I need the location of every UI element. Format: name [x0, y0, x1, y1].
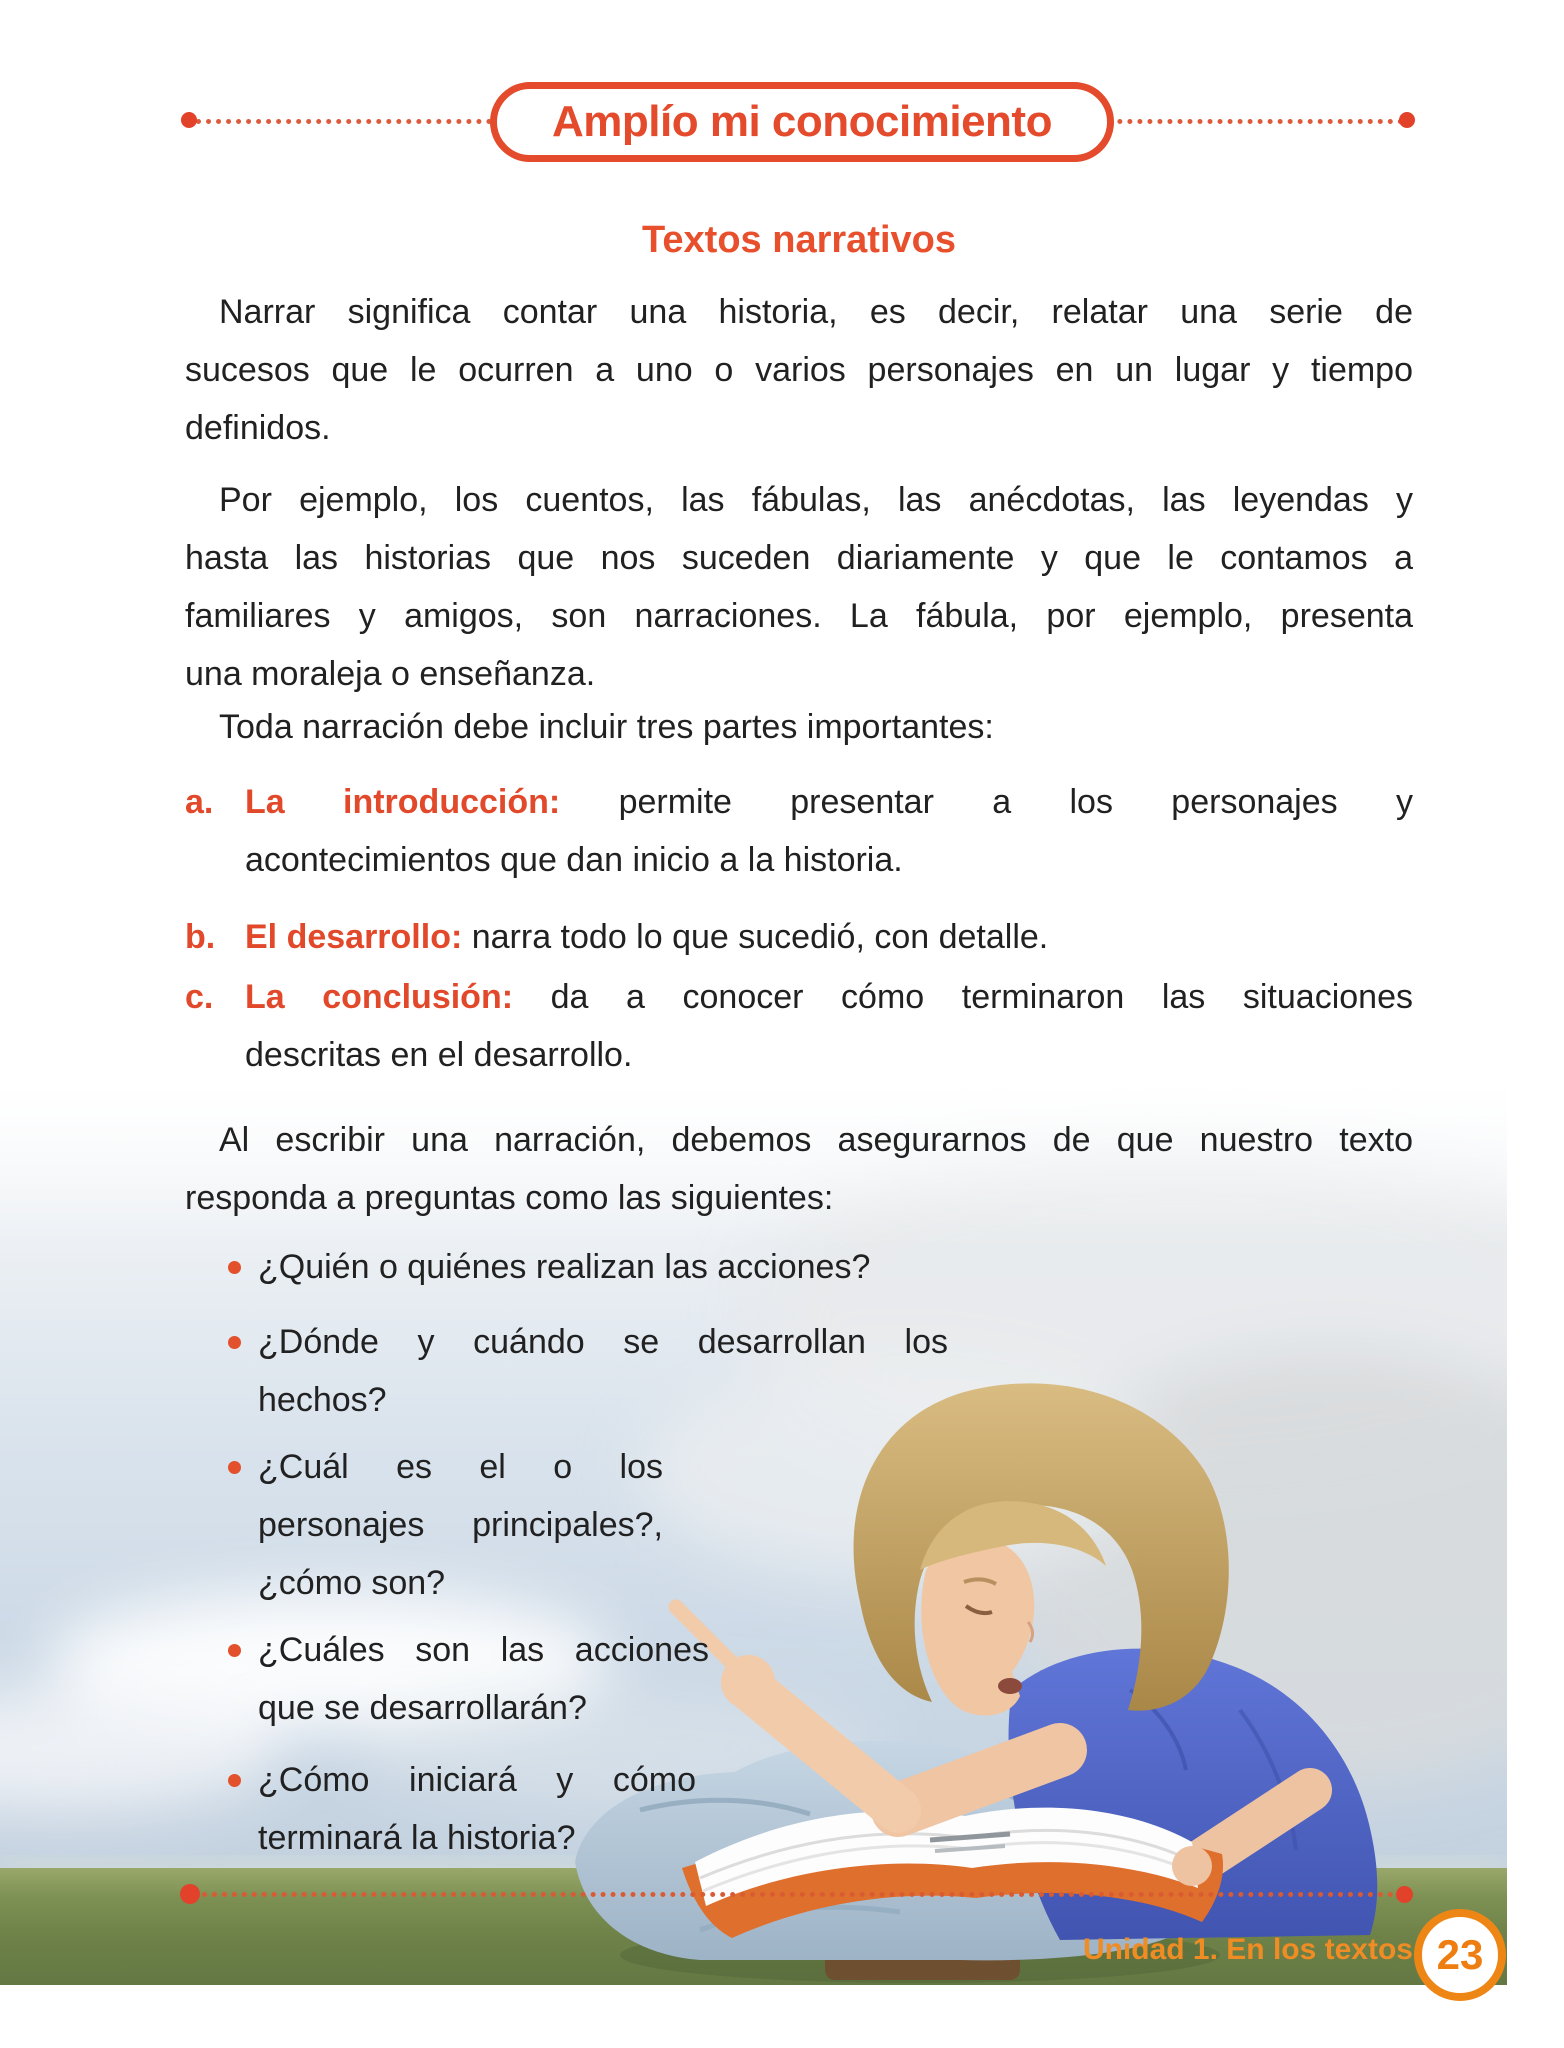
list-term: La conclusión:	[245, 978, 514, 1016]
page-title: Textos narrativos	[642, 219, 956, 261]
bullet-dot-icon	[228, 1644, 241, 1657]
bullet-line: ¿Cuáles son las acciones	[258, 1631, 709, 1669]
text-line: Por ejemplo, los cuentos, las fábulas, las anécdotas, las leyendas y	[219, 481, 1413, 519]
list-letter: a.	[185, 783, 214, 821]
bullet-line: ¿Dónde y cuándo se desarrollan los	[258, 1323, 948, 1361]
list-term: El desarrollo:	[245, 918, 463, 956]
text-line: descritas en el desarrollo.	[245, 1036, 633, 1074]
bullet-item	[258, 1621, 709, 1737]
list-item-a	[185, 773, 1413, 889]
list-term: La introducción:	[245, 783, 561, 821]
footer-dotted-rule	[202, 1892, 1394, 1897]
text-line: Toda narración debe incluir tres partes importantes:	[219, 708, 994, 746]
text-line	[245, 968, 1413, 1026]
paragraph-parts-intro	[185, 698, 1413, 756]
bullet-dot-icon	[228, 1261, 241, 1274]
bullet-line: que se desarrollarán?	[258, 1689, 587, 1727]
text-line: hasta las historias que nos suceden diariamente y que le contamos a	[185, 539, 1413, 577]
list-item-b	[185, 908, 1413, 966]
mouth	[998, 1678, 1022, 1694]
bullet-line: ¿Cómo iniciará y cómo	[258, 1761, 696, 1799]
list-item-c	[185, 968, 1413, 1084]
list-text: narra todo lo que sucedió, con detalle.	[471, 918, 1049, 956]
text-line: una moraleja o enseñanza.	[185, 655, 596, 693]
section-badge	[490, 82, 1114, 162]
text-line: Al escribir una narración, debemos asegurarnos de que nuestro texto	[219, 1121, 1413, 1159]
bullet-line: hechos?	[258, 1381, 387, 1419]
paragraph-questions-intro	[185, 1111, 1413, 1227]
bullet-line: terminará la historia?	[258, 1819, 576, 1857]
text-line: acontecimientos que dan inicio a la historia.	[245, 841, 903, 879]
rule-end-dot-icon	[181, 112, 197, 128]
bullet-dot-icon	[228, 1774, 241, 1787]
text-line: responda a preguntas como las siguientes:	[185, 1179, 834, 1217]
bullet-item	[258, 1313, 948, 1429]
list-letter: c.	[185, 978, 214, 1016]
text-line: familiares y amigos, son narraciones. La fábula, por ejemplo, presenta	[185, 597, 1413, 635]
bullet-item	[258, 1238, 1018, 1296]
bullet-item	[258, 1751, 696, 1867]
footer-unit-label: Unidad 1. En los textos	[1082, 1933, 1413, 1966]
bullet-dot-icon	[228, 1461, 241, 1474]
bullet-item	[258, 1438, 663, 1612]
rule-end-dot-icon	[1396, 1886, 1413, 1903]
rule-end-dot-icon	[180, 1884, 200, 1904]
bullet-line: ¿cómo son?	[258, 1564, 446, 1602]
rule-end-dot-icon	[1399, 112, 1415, 128]
list-text: permite presentar a los personajes y	[618, 783, 1413, 821]
text-line	[245, 773, 1413, 831]
text-line	[245, 908, 1413, 966]
bullet-line: personajes principales?,	[258, 1506, 663, 1544]
text-line: definidos.	[185, 409, 331, 447]
text-line: Narrar significa contar una historia, es decir, relatar una serie de	[219, 293, 1413, 331]
page-number: 23	[1436, 1931, 1484, 1978]
section-badge-label: Amplío mi conocimiento	[552, 97, 1052, 146]
bullet-line: ¿Cuál es el o los	[258, 1448, 663, 1486]
paragraph-definition	[185, 283, 1413, 457]
text-line: sucesos que le ocurren a uno o varios personajes en un lugar y tiempo	[185, 351, 1413, 389]
bullet-line: ¿Quién o quiénes realizan las acciones?	[258, 1248, 871, 1286]
list-text: da a conocer cómo terminaron las situaciones	[550, 978, 1413, 1016]
list-letter: b.	[185, 918, 216, 956]
bullet-dot-icon	[228, 1336, 241, 1349]
page-number-badge	[1414, 1909, 1506, 2001]
paragraph-examples	[185, 471, 1413, 703]
